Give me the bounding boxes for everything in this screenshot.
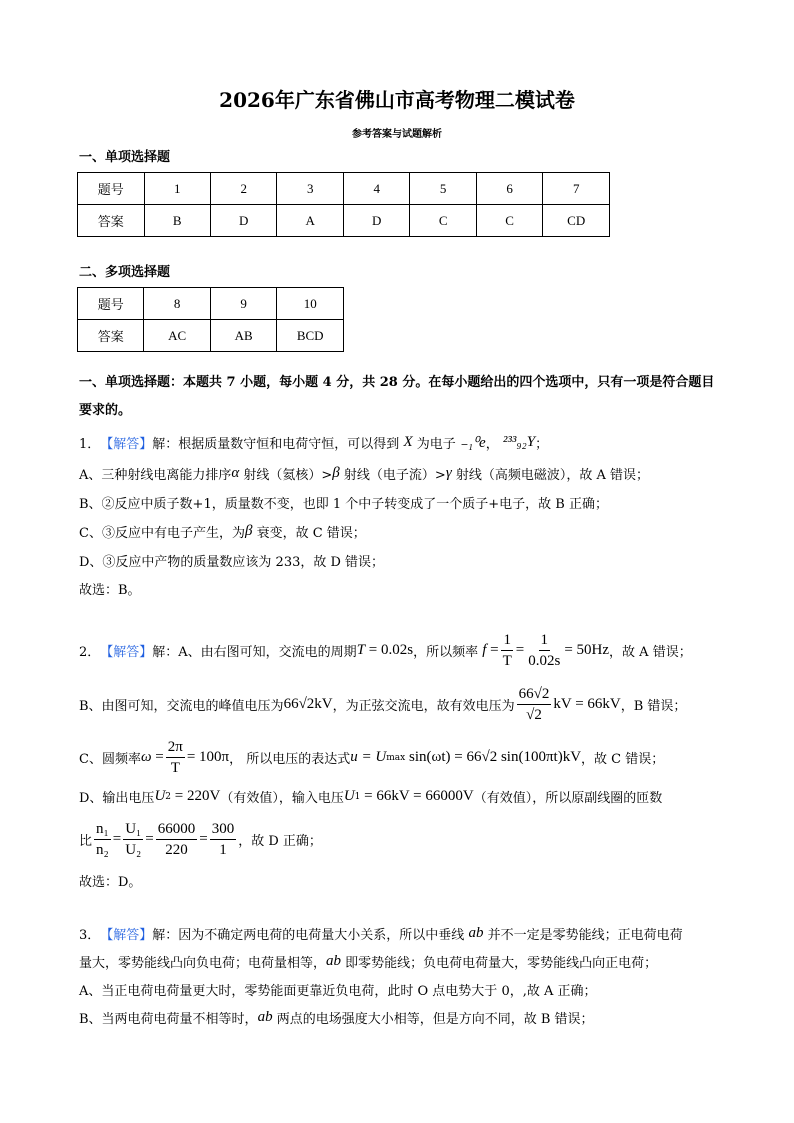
text-segment: C、圆频率 [79, 752, 141, 767]
math-text: U [154, 788, 166, 804]
math-text: 66√2kV [283, 696, 333, 712]
math-text: β [332, 465, 340, 481]
answer-table-single [77, 172, 610, 237]
text-segment: B、当两电荷电荷量不相等时， [79, 1012, 258, 1027]
math-text: = [112, 831, 122, 847]
math-text: kV = 66kV [553, 696, 621, 712]
math-text: = 220V [171, 788, 221, 804]
text-segment: B、由图可知，交流电的峰值电压为 [79, 699, 284, 714]
text-segment: ，所以频率 [413, 645, 483, 660]
math-text: ab [257, 1009, 273, 1025]
fraction-denominator: T [170, 760, 180, 776]
solution-line [79, 684, 686, 725]
text-segment: 射线（氦核）> [239, 468, 333, 483]
math-text: = 0.02s [365, 642, 414, 658]
text-segment: ，故 D 正确； [238, 834, 322, 849]
text-segment: 即零势能线；负电荷电荷量大，零势能线凸向正电荷； [341, 956, 658, 971]
math-fraction [501, 630, 514, 671]
fraction-denominator: 0.02s [528, 653, 561, 669]
solution-line [79, 737, 664, 778]
math-text: = [145, 831, 154, 847]
text-segment: ，故 A 错误； [609, 645, 692, 660]
math-text: = 50Hz [564, 642, 610, 658]
solution-line [79, 579, 141, 598]
table-cell: 8 [144, 288, 210, 320]
solution-line [79, 819, 322, 860]
solution-line [79, 522, 366, 541]
section-intro: 一、单项选择题：本题共 7 小题，每小题 4 分，共 28 分。在每小题给出的四个选项中，只有一项是符合题目要求的。 [79, 375, 715, 418]
solution-line [79, 980, 597, 999]
table-cell: C [476, 205, 542, 237]
table-row [78, 288, 344, 320]
math-text: u = U [350, 749, 387, 765]
table-cell: 3 [277, 173, 343, 205]
text-segment: D、输出电压 [79, 791, 155, 806]
fraction-denominator: 220 [165, 842, 188, 858]
table-cell: 7 [543, 173, 610, 205]
text-segment: A、当正电荷电荷量更大时，零势能面更靠近负电荷，此时 O 点电势大于 0，,故 A 正确； [79, 984, 597, 999]
text-segment: 解：因为不确定两电荷的电荷量大小关系，所以中垂线 [152, 928, 469, 943]
text-segment: ，B 错误； [620, 699, 687, 714]
math-fraction [166, 737, 185, 778]
solution-line [79, 952, 657, 971]
math-fraction [517, 684, 552, 725]
math-text: ₋₁⁰e [459, 435, 486, 451]
fraction-denominator: T [502, 653, 512, 669]
text-segment: 故选：D。 [79, 875, 142, 890]
table-cell: 9 [210, 288, 276, 320]
fraction-numerator: n₁ [94, 819, 111, 840]
table-cell: CD [543, 205, 610, 237]
math-fraction [526, 630, 562, 671]
table-cell: AB [210, 320, 276, 352]
solution-line [79, 493, 608, 512]
math-text: 1 [354, 791, 361, 802]
text-segment: D、③反应中产物的质量数应该为 233，故 D 错误； [79, 555, 385, 570]
text-segment: 3． [79, 928, 101, 943]
text-segment: A、三种射线电离能力排序 [79, 468, 232, 483]
math-text: ω [140, 749, 152, 765]
fraction-denominator: √2 [526, 707, 542, 723]
math-text: = [199, 831, 208, 847]
table-cell: 2 [210, 173, 276, 205]
table-cell: 题号 [78, 288, 144, 320]
solution-line [79, 1008, 594, 1027]
table-row [78, 173, 610, 205]
fraction-numerator: 300 [210, 819, 237, 840]
table-cell: A [277, 205, 343, 237]
table-cell: AC [144, 320, 210, 352]
document-subtitle: 参考答案与试题解析 [352, 129, 442, 140]
text-segment: （有效值），所以原副线圈的匝数 [473, 791, 663, 806]
table-cell: 1 [144, 173, 210, 205]
fraction-numerator: 1 [501, 630, 513, 651]
text-segment: ， [485, 437, 503, 452]
table-cell: BCD [277, 320, 344, 352]
text-segment: ， 所以电压的表达式 [229, 752, 351, 767]
math-fraction [123, 819, 143, 860]
text-segment: 比 [79, 834, 93, 849]
text-segment: 解：根据质量数守恒和电荷守恒，可以得到 [152, 437, 404, 452]
solution-line [79, 433, 548, 452]
fraction-numerator: 2π [166, 737, 185, 758]
text-segment: 并不一定是零势能线；正电荷电荷 [483, 928, 683, 943]
table-cell: 题号 [78, 173, 145, 205]
table-cell: 10 [277, 288, 344, 320]
text-segment: B、②反应中质子数+1，质量数不变，也即 1 个中子转变成了一个质子+电子，故 B 正确； [79, 497, 608, 512]
table-cell: 答案 [78, 205, 145, 237]
math-text: α [231, 465, 240, 481]
fraction-numerator: 66√2 [517, 684, 552, 705]
text-segment: 1． [79, 437, 101, 452]
answer-tag: 【解答】 [100, 928, 153, 943]
math-text: = [151, 749, 164, 765]
math-fraction [94, 819, 111, 860]
math-text: T [356, 642, 366, 658]
solution-line [79, 464, 649, 483]
text-segment: 衰变，故 C 错误； [252, 526, 366, 541]
solution-line [79, 924, 683, 943]
fraction-numerator: U₁ [123, 819, 143, 840]
math-text: = [486, 642, 499, 658]
table-cell: D [210, 205, 276, 237]
text-segment: 射线（高频电磁波），故 A 错误； [451, 468, 650, 483]
math-text: ab [326, 953, 342, 969]
table-cell: 答案 [78, 320, 144, 352]
table-cell: 4 [343, 173, 409, 205]
text-segment: 射线（电子流）> [339, 468, 446, 483]
text-segment: 故选：B。 [79, 583, 141, 598]
fraction-denominator: n₂ [96, 842, 109, 858]
math-text: ²³³₉₂Y [502, 434, 536, 450]
text-segment: 2． [79, 645, 101, 660]
math-fraction [156, 819, 198, 860]
solution-line [79, 871, 141, 890]
fraction-denominator: U₂ [125, 842, 142, 858]
text-segment: 两点的电场强度大小相等，但是方向不同，故 B 错误； [272, 1012, 594, 1027]
answer-table-multi [77, 287, 344, 352]
math-text: ab [468, 925, 484, 941]
math-text: max [386, 752, 406, 763]
math-text: = 66kV = 66000V [360, 788, 474, 804]
section-heading-multi-choice: 二、多项选择题 [79, 265, 171, 280]
text-segment: 为电子 [412, 437, 460, 452]
math-text: sin(ωt) = 66√2 sin(100πt)kV [405, 749, 582, 765]
table-cell: D [343, 205, 409, 237]
fraction-numerator: 1 [539, 630, 551, 651]
math-text: = [515, 642, 525, 658]
text-segment: C、③反应中有电子产生，为 [79, 526, 245, 541]
math-fraction [210, 819, 237, 860]
solution-line [79, 630, 692, 671]
text-segment: ，故 C 错误； [581, 752, 665, 767]
math-text: U [343, 788, 355, 804]
solution-line [79, 787, 662, 806]
math-text: 2 [165, 791, 172, 802]
fraction-numerator: 66000 [156, 819, 198, 840]
section-heading-single-choice: 一、单项选择题 [79, 150, 171, 165]
fraction-denominator: 1 [219, 842, 227, 858]
table-row [78, 320, 344, 352]
text-segment: （有效值），输入电压 [220, 791, 344, 806]
table-row [78, 205, 610, 237]
text-segment: 解：A、由右图可知，交流电的周期 [152, 645, 357, 660]
answer-tag: 【解答】 [100, 437, 153, 452]
document-title: 2026年广东省佛山市高考物理二模试卷 [219, 88, 575, 112]
solution-line [79, 551, 384, 570]
math-text: X [403, 434, 413, 450]
text-segment: 量大，零势能线凸向负电荷；电荷量相等， [79, 956, 327, 971]
table-cell: 5 [410, 173, 476, 205]
table-cell: B [144, 205, 210, 237]
table-cell: C [410, 205, 476, 237]
table-cell: 6 [476, 173, 542, 205]
math-text: β [244, 523, 253, 539]
answer-tag: 【解答】 [100, 645, 153, 660]
text-segment: ； [535, 437, 549, 452]
math-text: γ [445, 465, 452, 481]
math-text: = 100π [186, 749, 230, 765]
math-text: f [482, 642, 487, 658]
text-segment: ，为正弦交流电，故有效电压为 [332, 699, 515, 714]
